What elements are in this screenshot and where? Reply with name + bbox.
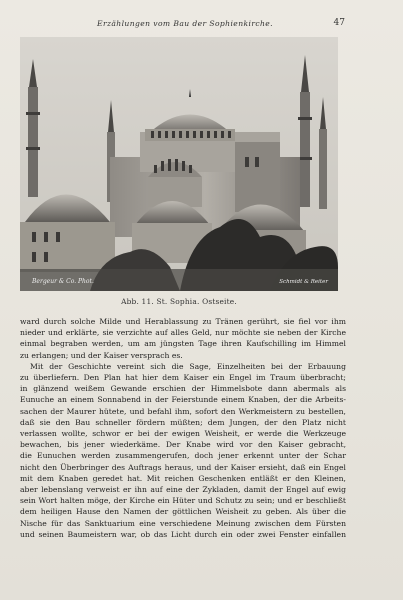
figure-caption: Abb. 11. St. Sophia. Ostseite.	[121, 297, 237, 306]
text-line: die Eunuchen werden zusammengerufen, doch jener erkennt unter der Schar	[20, 451, 346, 461]
text-line: mit dem Knaben geredet hat. Mit reichen Geschenken entläßt er den Kleinen,	[20, 473, 346, 483]
running-head: Erzählungen vom Bau der Sophienkirche.	[97, 19, 273, 28]
photo-illustration	[20, 37, 338, 291]
text-line: und seinen Baumeistern war, ob das Licht durch ein oder zwei Fenster einfallen	[20, 529, 346, 539]
text-line: verlassen wollte, schwor er bei der ewigen Weisheit, er werde die Werkzeuge	[20, 429, 346, 439]
text-line: aber lebenslang verweist er ihn auf eine der Zykladen, damit der Engel auf ewig	[20, 485, 346, 495]
photo-credit-right: Schmidt & Reiter	[279, 279, 328, 285]
text-line: bewachen, bis jener wiederkäme. Der Knabe wird vor den Kaiser gebracht,	[20, 440, 346, 450]
text-line: sein Wort halten möge, der Kirche ein Hüter und Schutz zu sein; und er beschließt	[20, 496, 346, 506]
text-line: ward durch solche Milde und Herablassung zu Tränen gerührt, sie fiel vor ihm	[20, 317, 346, 326]
text-line: zu erlangen; und der Kaiser versprach es.	[20, 350, 183, 360]
text-line: dem heiligen Hause den Namen der göttlichen Weisheit zu geben. Als über die	[20, 507, 346, 517]
text-line: einmal begraben werden, um am jüngsten Tage ihren Kaufschilling im Himmel	[20, 339, 346, 349]
paragraph-2	[20, 361, 346, 540]
text-line: Mit der Geschichte vereint sich die Sage, Einzelheiten bei der Erbauung	[30, 361, 346, 371]
text-line: Eunuche an einem Sonnabend in der Feierstunde einem Knaben, der die Arbeits-	[20, 395, 346, 405]
text-line: in glänzend weißem Gewande erschien der Himmelsbote dann abermals als	[20, 384, 346, 394]
body-text	[20, 316, 346, 540]
text-line: nieder und erklärte, sie verzichte auf alles Geld, nur möchte sie neben der Kirche	[20, 328, 346, 338]
text-line: nicht den Überbringer des Auftrags heraus, und der Kaiser ersieht, daß ein Engel	[20, 462, 346, 472]
paragraph-1	[20, 316, 346, 361]
hagia-sophia-photograph	[20, 37, 338, 291]
text-line: Nische für das Sanktuarium eine verschiedene Meinung zwischen dem Fürsten	[20, 518, 346, 528]
page-number: 47	[333, 18, 345, 28]
photo-credit-left: Bergeur & Co. Phot.	[32, 278, 94, 285]
text-line: sachen der Maurer hütete, und befahl ihm, sofort den Werkmeistern zu bestellen,	[20, 406, 346, 416]
text-line: daß sie den Bau schneller fördern müßten; dem Jungen, der den Platz nicht	[20, 417, 346, 427]
text-line: zu überliefern. Den Plan hat hier dem Kaiser ein Engel im Traum überbracht;	[20, 373, 346, 383]
